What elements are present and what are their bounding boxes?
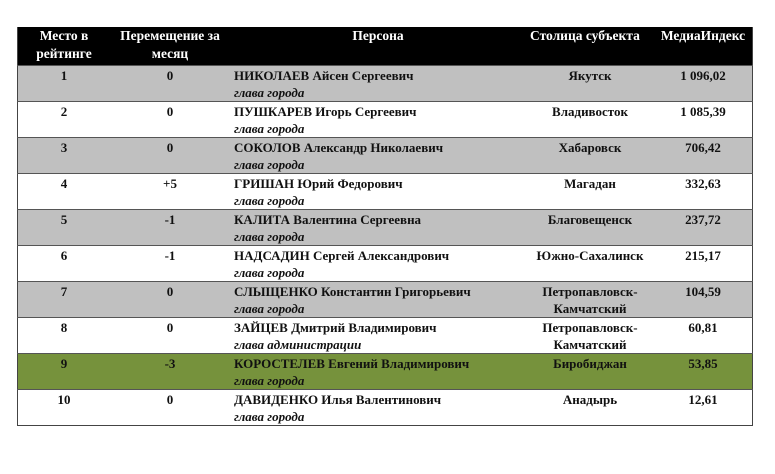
city-cell: Якутск: [526, 66, 654, 102]
person-cell: [230, 66, 526, 102]
rank-cell: 10: [18, 390, 111, 426]
person-name: НАДСАДИН Сергей Александрович: [234, 248, 450, 263]
table-row: [18, 282, 753, 318]
person-cell: [230, 318, 526, 354]
city-cell: Петропавловск-Камчатский: [526, 282, 654, 318]
header-person: Персона: [230, 27, 526, 66]
rank-cell: 6: [18, 246, 111, 282]
person-name: ГРИШАН Юрий Федорович: [234, 176, 403, 191]
header-move: Перемещение за месяц: [110, 27, 230, 66]
person-role: глава города: [234, 121, 305, 136]
move-cell: 0: [110, 138, 230, 174]
rank-cell: 8: [18, 318, 111, 354]
rank-cell: 4: [18, 174, 111, 210]
table-row: [18, 174, 753, 210]
table-row: [18, 138, 753, 174]
person-name: СЛЫЩЕНКО Константин Григорьевич: [234, 284, 471, 299]
move-cell: 0: [110, 66, 230, 102]
media-index-cell: 332,63: [654, 174, 753, 210]
city-cell: Петропавловск-Камчатский: [526, 318, 654, 354]
person-name: ДАВИДЕНКО Илья Валентинович: [234, 392, 442, 407]
city-cell: Южно-Сахалинск: [526, 246, 654, 282]
city-cell: Хабаровск: [526, 138, 654, 174]
person-cell: [230, 210, 526, 246]
media-index-cell: 104,59: [654, 282, 753, 318]
person-role: глава города: [234, 157, 305, 172]
city-cell: Владивосток: [526, 102, 654, 138]
person-role: глава города: [234, 301, 305, 316]
city-cell: Анадырь: [526, 390, 654, 426]
person-cell: [230, 282, 526, 318]
person-cell: [230, 390, 526, 426]
media-index-rating-table: [17, 27, 753, 426]
table-row: [18, 210, 753, 246]
table-header-row: [18, 27, 753, 66]
header-rank: Место в рейтинге: [18, 27, 111, 66]
table-row: [18, 318, 753, 354]
header-media-index: МедиаИндекс: [654, 27, 753, 66]
person-name: КАЛИТА Валентина Сергеевна: [234, 212, 422, 227]
person-name: СОКОЛОВ Александр Николаевич: [234, 140, 444, 155]
move-cell: -1: [110, 246, 230, 282]
move-cell: +5: [110, 174, 230, 210]
move-cell: -3: [110, 354, 230, 390]
person-role: глава администрации: [234, 337, 362, 352]
person-cell: [230, 354, 526, 390]
media-index-cell: 60,81: [654, 318, 753, 354]
person-cell: [230, 102, 526, 138]
rank-cell: 7: [18, 282, 111, 318]
table-row: [18, 66, 753, 102]
person-name: ЗАЙЦЕВ Дмитрий Владимирович: [234, 320, 437, 335]
media-index-cell: 237,72: [654, 210, 753, 246]
rank-cell: 3: [18, 138, 111, 174]
person-role: глава города: [234, 193, 305, 208]
person-role: глава города: [234, 409, 305, 424]
rank-cell: 5: [18, 210, 111, 246]
table-row: [18, 390, 753, 426]
media-index-cell: 1 096,02: [654, 66, 753, 102]
move-cell: 0: [110, 282, 230, 318]
table-row: [18, 246, 753, 282]
person-role: глава города: [234, 265, 305, 280]
media-index-cell: 53,85: [654, 354, 753, 390]
person-name: НИКОЛАЕВ Айсен Сергеевич: [234, 68, 414, 83]
city-cell: Благовещенск: [526, 210, 654, 246]
move-cell: 0: [110, 390, 230, 426]
city-cell: Магадан: [526, 174, 654, 210]
table-row: [18, 102, 753, 138]
person-name: ПУШКАРЕВ Игорь Сергеевич: [234, 104, 417, 119]
header-city: Столица субъекта: [526, 27, 654, 66]
media-index-cell: 706,42: [654, 138, 753, 174]
move-cell: 0: [110, 102, 230, 138]
move-cell: 0: [110, 318, 230, 354]
media-index-cell: 12,61: [654, 390, 753, 426]
media-index-cell: 1 085,39: [654, 102, 753, 138]
rank-cell: 2: [18, 102, 111, 138]
move-cell: -1: [110, 210, 230, 246]
city-cell: Биробиджан: [526, 354, 654, 390]
person-name: КОРОСТЕЛЕВ Евгений Владимирович: [234, 356, 470, 371]
person-cell: [230, 246, 526, 282]
person-role: глава города: [234, 229, 305, 244]
media-index-cell: 215,17: [654, 246, 753, 282]
table-row-highlighted: [18, 354, 753, 390]
rank-cell: 1: [18, 66, 111, 102]
person-role: глава города: [234, 85, 305, 100]
person-cell: [230, 174, 526, 210]
person-role: глава города: [234, 373, 305, 388]
rank-cell: 9: [18, 354, 111, 390]
person-cell: [230, 138, 526, 174]
